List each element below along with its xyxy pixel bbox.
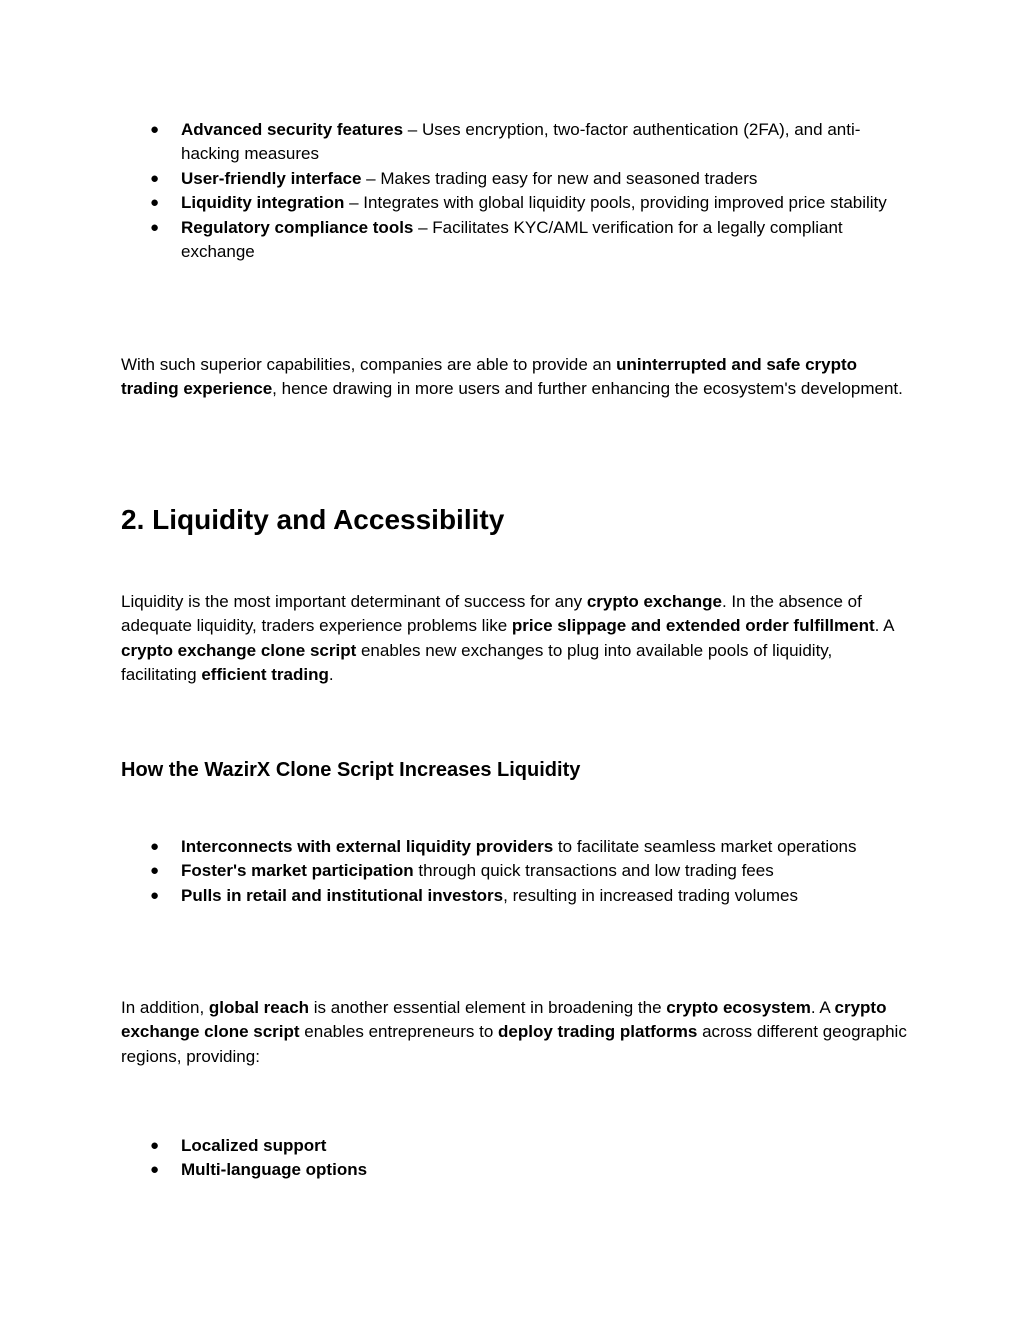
paragraph-bold: global reach xyxy=(208,998,310,1017)
paragraph-bold: crypto exchange clone script xyxy=(121,998,887,1042)
section-heading-block xyxy=(121,503,911,537)
liquidity-list xyxy=(121,835,911,908)
paragraph-text: across different geographic regions, providing: xyxy=(121,1022,907,1066)
paragraph-text: . In the absence of adequate liquidity, traders experience problems like xyxy=(121,592,862,636)
list-item-text: – Makes trading easy for new and seasoned traders xyxy=(361,168,758,188)
bullet-icon: ● xyxy=(150,886,160,904)
paragraph-bold: crypto exchange clone script xyxy=(121,640,357,660)
paragraph-bold: uninterrupted and safe crypto trading experience xyxy=(121,355,858,399)
paragraph-text: is another essential element in broadening the xyxy=(309,998,667,1017)
subsection-heading: How the WazirX Clone Script Increases Liquidity xyxy=(121,759,581,781)
feature-list xyxy=(121,118,911,264)
paragraph-text: . xyxy=(328,665,334,685)
list-item-bold: Foster's market participation xyxy=(181,861,414,881)
paragraph xyxy=(121,353,911,402)
paragraph xyxy=(121,590,911,688)
paragraph-bold: efficient trading xyxy=(201,665,329,685)
list-item-bold: Regulatory compliance tools xyxy=(181,217,414,237)
bullet-icon: ● xyxy=(150,838,160,855)
list-item-text: to facilitate seamless market operations xyxy=(553,837,857,856)
list-item-bold: Localized support xyxy=(181,1136,327,1155)
bullet-icon: ● xyxy=(150,194,160,212)
list-item-text: – Uses encryption, two-factor authentication (2FA), and anti-hacking measures xyxy=(181,120,861,164)
paragraph-text: , hence drawing in more users and further enhancing the ecosystem's development. xyxy=(272,379,903,399)
paragraph-text: . A xyxy=(810,998,835,1017)
bullet-icon: ● xyxy=(150,1161,160,1179)
list-item-bold: Liquidity integration xyxy=(181,193,345,213)
paragraph-bold: crypto ecosystem xyxy=(666,998,811,1017)
liquidity-paragraph xyxy=(121,590,911,688)
bullet-icon: ● xyxy=(150,1137,160,1154)
list-item xyxy=(121,216,911,265)
paragraph-text: . A xyxy=(874,616,894,636)
paragraph xyxy=(121,996,911,1069)
list-item-bold: User-friendly interface xyxy=(181,168,362,188)
list-item-text: , resulting in increased trading volumes xyxy=(503,885,798,905)
bullet-icon: ● xyxy=(150,218,160,236)
list-item xyxy=(121,118,911,167)
list-item xyxy=(121,859,911,883)
subsection-heading-block xyxy=(121,757,911,783)
list-item-bold: Pulls in retail and institutional investors xyxy=(181,885,504,905)
list-item xyxy=(121,1134,911,1158)
list-item-bold: Advanced security features xyxy=(181,120,404,139)
bullet-icon: ● xyxy=(150,862,160,880)
paragraph-text: Liquidity is the most important determinant of success for any xyxy=(121,592,587,611)
section-heading: 2. Liquidity and Accessibility xyxy=(121,504,505,535)
paragraph-text: With such superior capabilities, companies are able to provide an xyxy=(121,355,617,374)
list-item xyxy=(121,167,911,191)
paragraph-text: enables entrepreneurs to xyxy=(299,1022,499,1042)
capabilities-paragraph xyxy=(121,353,911,402)
global-reach-paragraph xyxy=(121,996,911,1069)
list-item-text: through quick transactions and low trading fees xyxy=(413,861,774,881)
list-item-bold: Multi-language options xyxy=(181,1160,368,1180)
paragraph-text: enables new exchanges to plug into available pools of liquidity, facilitating xyxy=(121,640,833,685)
paragraph-bold: crypto exchange xyxy=(586,592,722,611)
bullet-icon: ● xyxy=(150,169,160,187)
bullet-icon: ● xyxy=(150,121,160,138)
list-item-text: – Integrates with global liquidity pools, providing improved price stability xyxy=(344,193,887,213)
list-item xyxy=(121,191,911,215)
paragraph-bold: price slippage and extended order fulfillment xyxy=(511,616,875,636)
list-item-text: – Facilitates KYC/AML verification for a legally compliant exchange xyxy=(181,217,843,262)
list-item-bold: Interconnects with external liquidity providers xyxy=(181,837,554,856)
paragraph-text: In addition, xyxy=(121,998,209,1017)
list-item xyxy=(121,1158,911,1182)
regional-features-list xyxy=(121,1134,911,1183)
paragraph-bold: deploy trading platforms xyxy=(498,1022,698,1042)
list-item xyxy=(121,884,911,908)
list-item xyxy=(121,835,911,859)
